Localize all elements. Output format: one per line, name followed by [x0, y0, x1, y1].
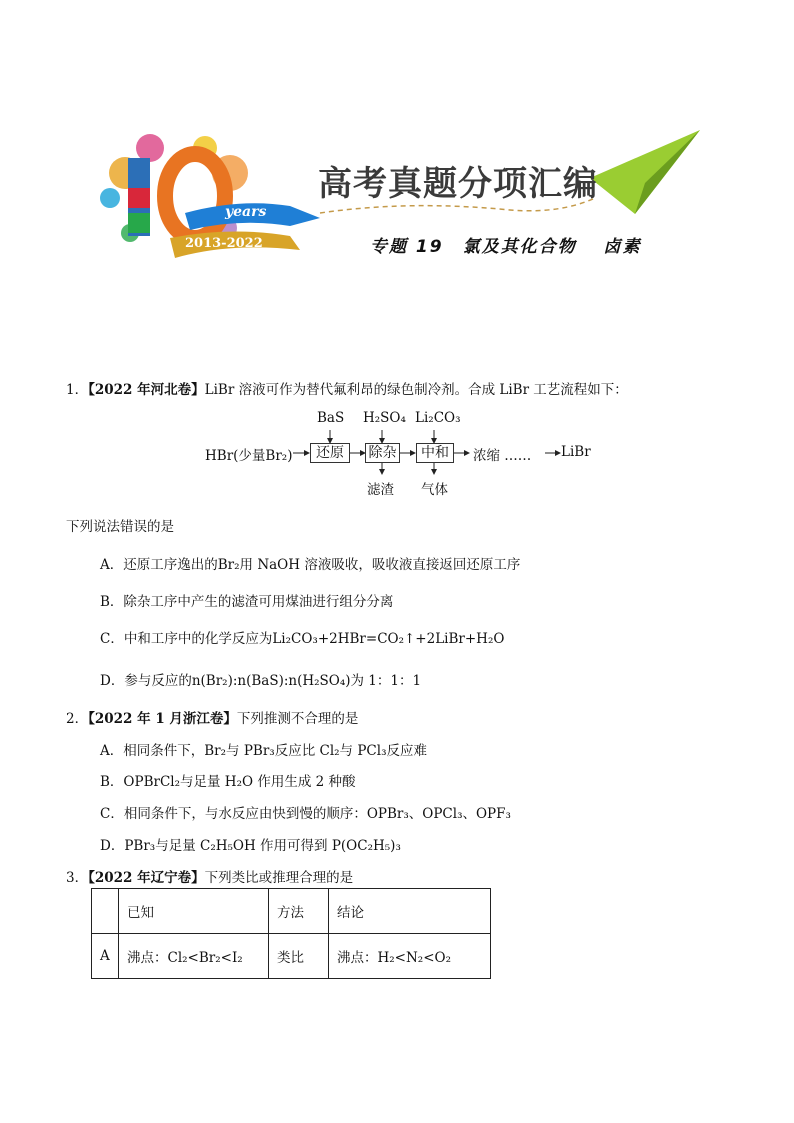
q3-source: 【2022 年辽宁卷】	[88, 870, 205, 886]
flow-input-li2co3: Li₂CO₃	[415, 410, 461, 426]
table-cell: 类比	[269, 934, 329, 979]
flow-output-gas: 气体	[421, 482, 448, 498]
q2-option-c: C．相同条件下，与水反应由快到慢的顺序：OPBr₃、OPCl₃、OPF₃	[100, 806, 511, 822]
table-header-row	[92, 889, 491, 934]
logo-years-label: years	[225, 204, 267, 220]
q1-source: 【2022 年河北卷】	[88, 382, 205, 398]
flow-step-concentrate: 浓缩 ……	[473, 448, 532, 464]
q1-flow-diagram	[205, 408, 595, 500]
q3-table	[91, 888, 491, 979]
flow-start: HBr(少量Br₂)	[205, 448, 293, 464]
flow-input-h2so4: H₂SO₄	[363, 410, 406, 426]
header-banner	[90, 118, 710, 278]
q3-stem-line	[66, 866, 353, 886]
logo-range-label: 2013-2022	[185, 236, 263, 251]
q2-stem-line	[66, 707, 358, 727]
q1-option-a: A．还原工序逸出的Br₂用 NaOH 溶液吸收，吸收液直接返回还原工序	[100, 557, 521, 573]
flow-step-reduce: 还原	[310, 443, 350, 463]
table-cell: A	[92, 934, 119, 979]
q2-source: 【2022 年 1 月浙江卷】	[88, 711, 237, 727]
table-header-cell	[92, 889, 119, 934]
q1-option-d: D．参与反应的n(Br₂):n(BaS):n(H₂SO₄)为 1：1：1	[100, 673, 422, 689]
flow-input-bas: BaS	[317, 410, 345, 426]
q2-number: 2．	[66, 711, 89, 727]
q2-option-a: A．相同条件下，Br₂与 PBr₃反应比 Cl₂与 PCl₃反应难	[100, 743, 427, 759]
table-header-cell: 结论	[329, 889, 491, 934]
q1-stem: LiBr 溶液可作为替代氟利昂的绿色制冷剂。合成 LiBr 工艺流程如下：	[204, 382, 628, 398]
flow-end: LiBr	[561, 444, 591, 460]
table-cell: 沸点：H₂<N₂<O₂	[329, 934, 491, 979]
q1-option-b: B．除杂工序中产生的滤渣可用煤油进行组分分离	[100, 594, 394, 610]
banner-title: 高考真题分项汇编	[318, 164, 598, 204]
flow-step-purify: 除杂	[365, 443, 400, 463]
flow-output-residue: 滤渣	[367, 482, 394, 498]
table-cell: 沸点：Cl₂<Br₂<I₂	[119, 934, 269, 979]
q1-stem-line	[66, 378, 628, 398]
q1-number: 1．	[66, 382, 89, 398]
q2-option-d: D．PBr₃与足量 C₂H₅OH 作用可得到 P(OC₂H₅)₃	[100, 838, 401, 854]
q3-stem: 下列类比或推理合理的是	[204, 870, 354, 886]
table-header-cell: 已知	[119, 889, 269, 934]
q2-option-b: B．OPBrCl₂与足量 H₂O 作用生成 2 种酸	[100, 774, 356, 790]
table-header-cell: 方法	[269, 889, 329, 934]
q3-number: 3．	[66, 870, 89, 886]
q2-stem: 下列推测不合理的是	[236, 711, 359, 727]
table-row	[92, 934, 491, 979]
subtitle: 专题 19 氯及其化合物 卤素	[370, 237, 642, 257]
q1-option-c: C．中和工序中的化学反应为Li₂CO₃+2HBr=CO₂↑+2LiBr+H₂O	[100, 631, 505, 647]
q1-prompt: 下列说法错误的是	[66, 519, 174, 535]
flow-step-neutralize: 中和	[416, 443, 454, 463]
